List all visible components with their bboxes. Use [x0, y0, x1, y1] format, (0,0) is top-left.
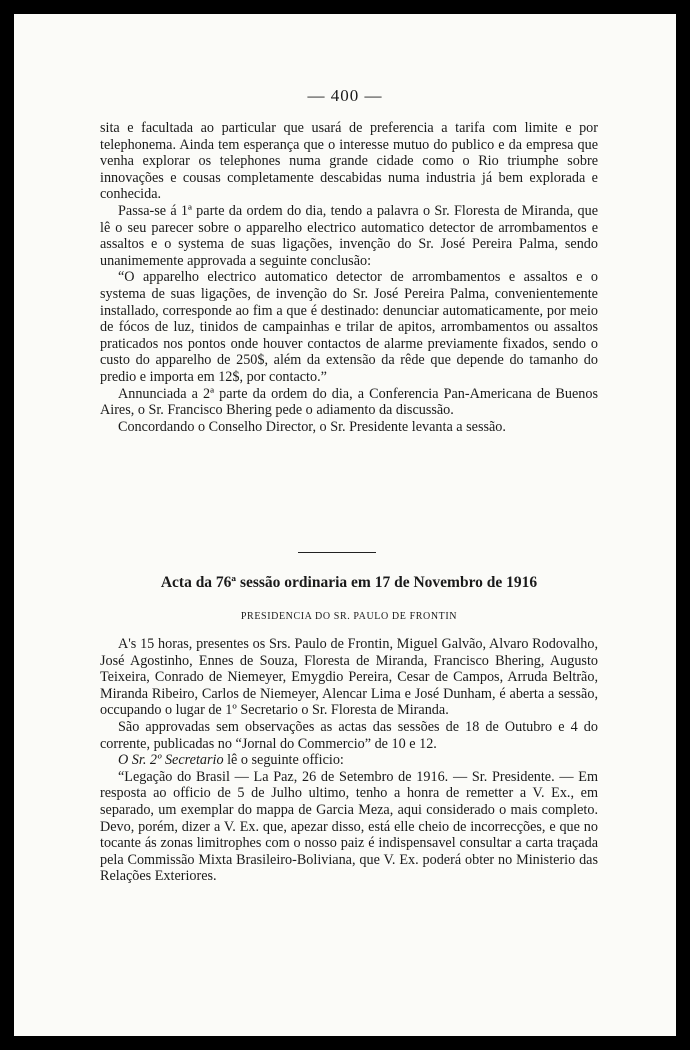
- section-divider: [298, 552, 376, 553]
- body-text-bottom: [100, 636, 598, 885]
- quoted-conclusion: “O apparelho electrico automatico detector de arrombamentos e assaltos e o systema de suas ligações, de invenção do Sr. José Pereira Palma, convenientemente installado, corresponde ao fim a que é destinado: denunciar automaticamente, por meio de fócos de luz, tinidos de campainhas e trilar de apitos, arrombamentos ou assaltos praticados nos pontos onde houver contactos de alarme previamente fixados, sendo o custo do apparelho de 250$, além da extensão da rêde que depende do tamanho do predio e importa em 12$, por contacto.”: [100, 269, 598, 385]
- section-title: Acta da 76ª sessão ordinaria em 17 de Novembro de 1916: [160, 574, 538, 591]
- officio-paragraph: [100, 752, 598, 769]
- speaker-label: O Sr. 2º Secretario: [118, 752, 224, 769]
- paragraph: São approvadas sem observações as actas das sessões de 18 de Outubro e 4 do corrente, publicadas no “Jornal do Commercio” de 10 e 12.: [100, 718, 598, 752]
- document-page: [14, 14, 676, 1036]
- paragraph: A's 15 horas, presentes os Srs. Paulo de Frontin, Miguel Galvão, Alvaro Rodovalho, José Agostinho, Ennes de Souza, Floresta de Miranda, Francisco Bhering, Augusto Teixeira, Conrado de Niemeyer, Emygdio Pereira, Cesar de Campos, Arruda Beltrão, Miranda Ribeiro, Carlos de Niemeyer, Alencar Lima e José Dunham, é aberta a sessão, occupando o lugar de 1º Secretario o Sr. Floresta de Miranda.: [100, 636, 598, 719]
- presidency-line: PRESIDENCIA DO SR. PAULO DE FRONTIN: [240, 611, 458, 622]
- paragraph: Concordando o Conselho Director, o Sr. Presidente levanta a sessão.: [118, 418, 506, 435]
- officio-intro: lê o seguinte officio:: [223, 752, 344, 769]
- paragraph: sita e facultada ao particular que usará de preferencia a tarifa com limite e por telephonema. Ainda tem esperança que o interesse mutuo do publico e da empresa que venha explorar os telephones numa grande cidade como o Rio triumphe sobre innovações e cousas completamente descabidas numa industria já bem explorada e conhecida.: [100, 120, 598, 203]
- letter-text: “Legação do Brasil — La Paz, 26 de Setembro de 1916. — Sr. Presidente. — Em resposta ao officio de 5 de Julho ultimo, tenho a honra de remetter a V. Ex., em separado, um exemplar do mappa de Garcia Meza, aqui considerado o mais completo. Devo, porém, dizer a V. Ex. que, apezar disso, está elle cheio de incorrecções, e que no tocante ás zonas limitrophes com o nosso paiz é indispensavel consultar a carta traçada pela Commissão Mixta Brasileiro-Boliviana, que V. Ex. poderá obter no Ministerio das Relações Exteriores.: [100, 768, 598, 885]
- paragraph: Passa-se á 1ª parte da ordem do dia, tendo a palavra o Sr. Floresta de Miranda, que lê o seu parecer sobre o apparelho electrico automatico detector de arrombamentos e assaltos e o systema de suas ligações, invenção do Sr. José Pereira Palma, sendo unanimemente approvada a seguinte conclusão:: [100, 202, 598, 269]
- paragraph: Annunciada a 2ª parte da ordem do dia, a Conferencia Pan-Americana de Buenos Aires, o Sr. Francisco Bhering pede o adiamento da discussão.: [100, 385, 598, 419]
- body-text-top: [100, 120, 598, 435]
- page-number: — 400 —: [307, 86, 383, 105]
